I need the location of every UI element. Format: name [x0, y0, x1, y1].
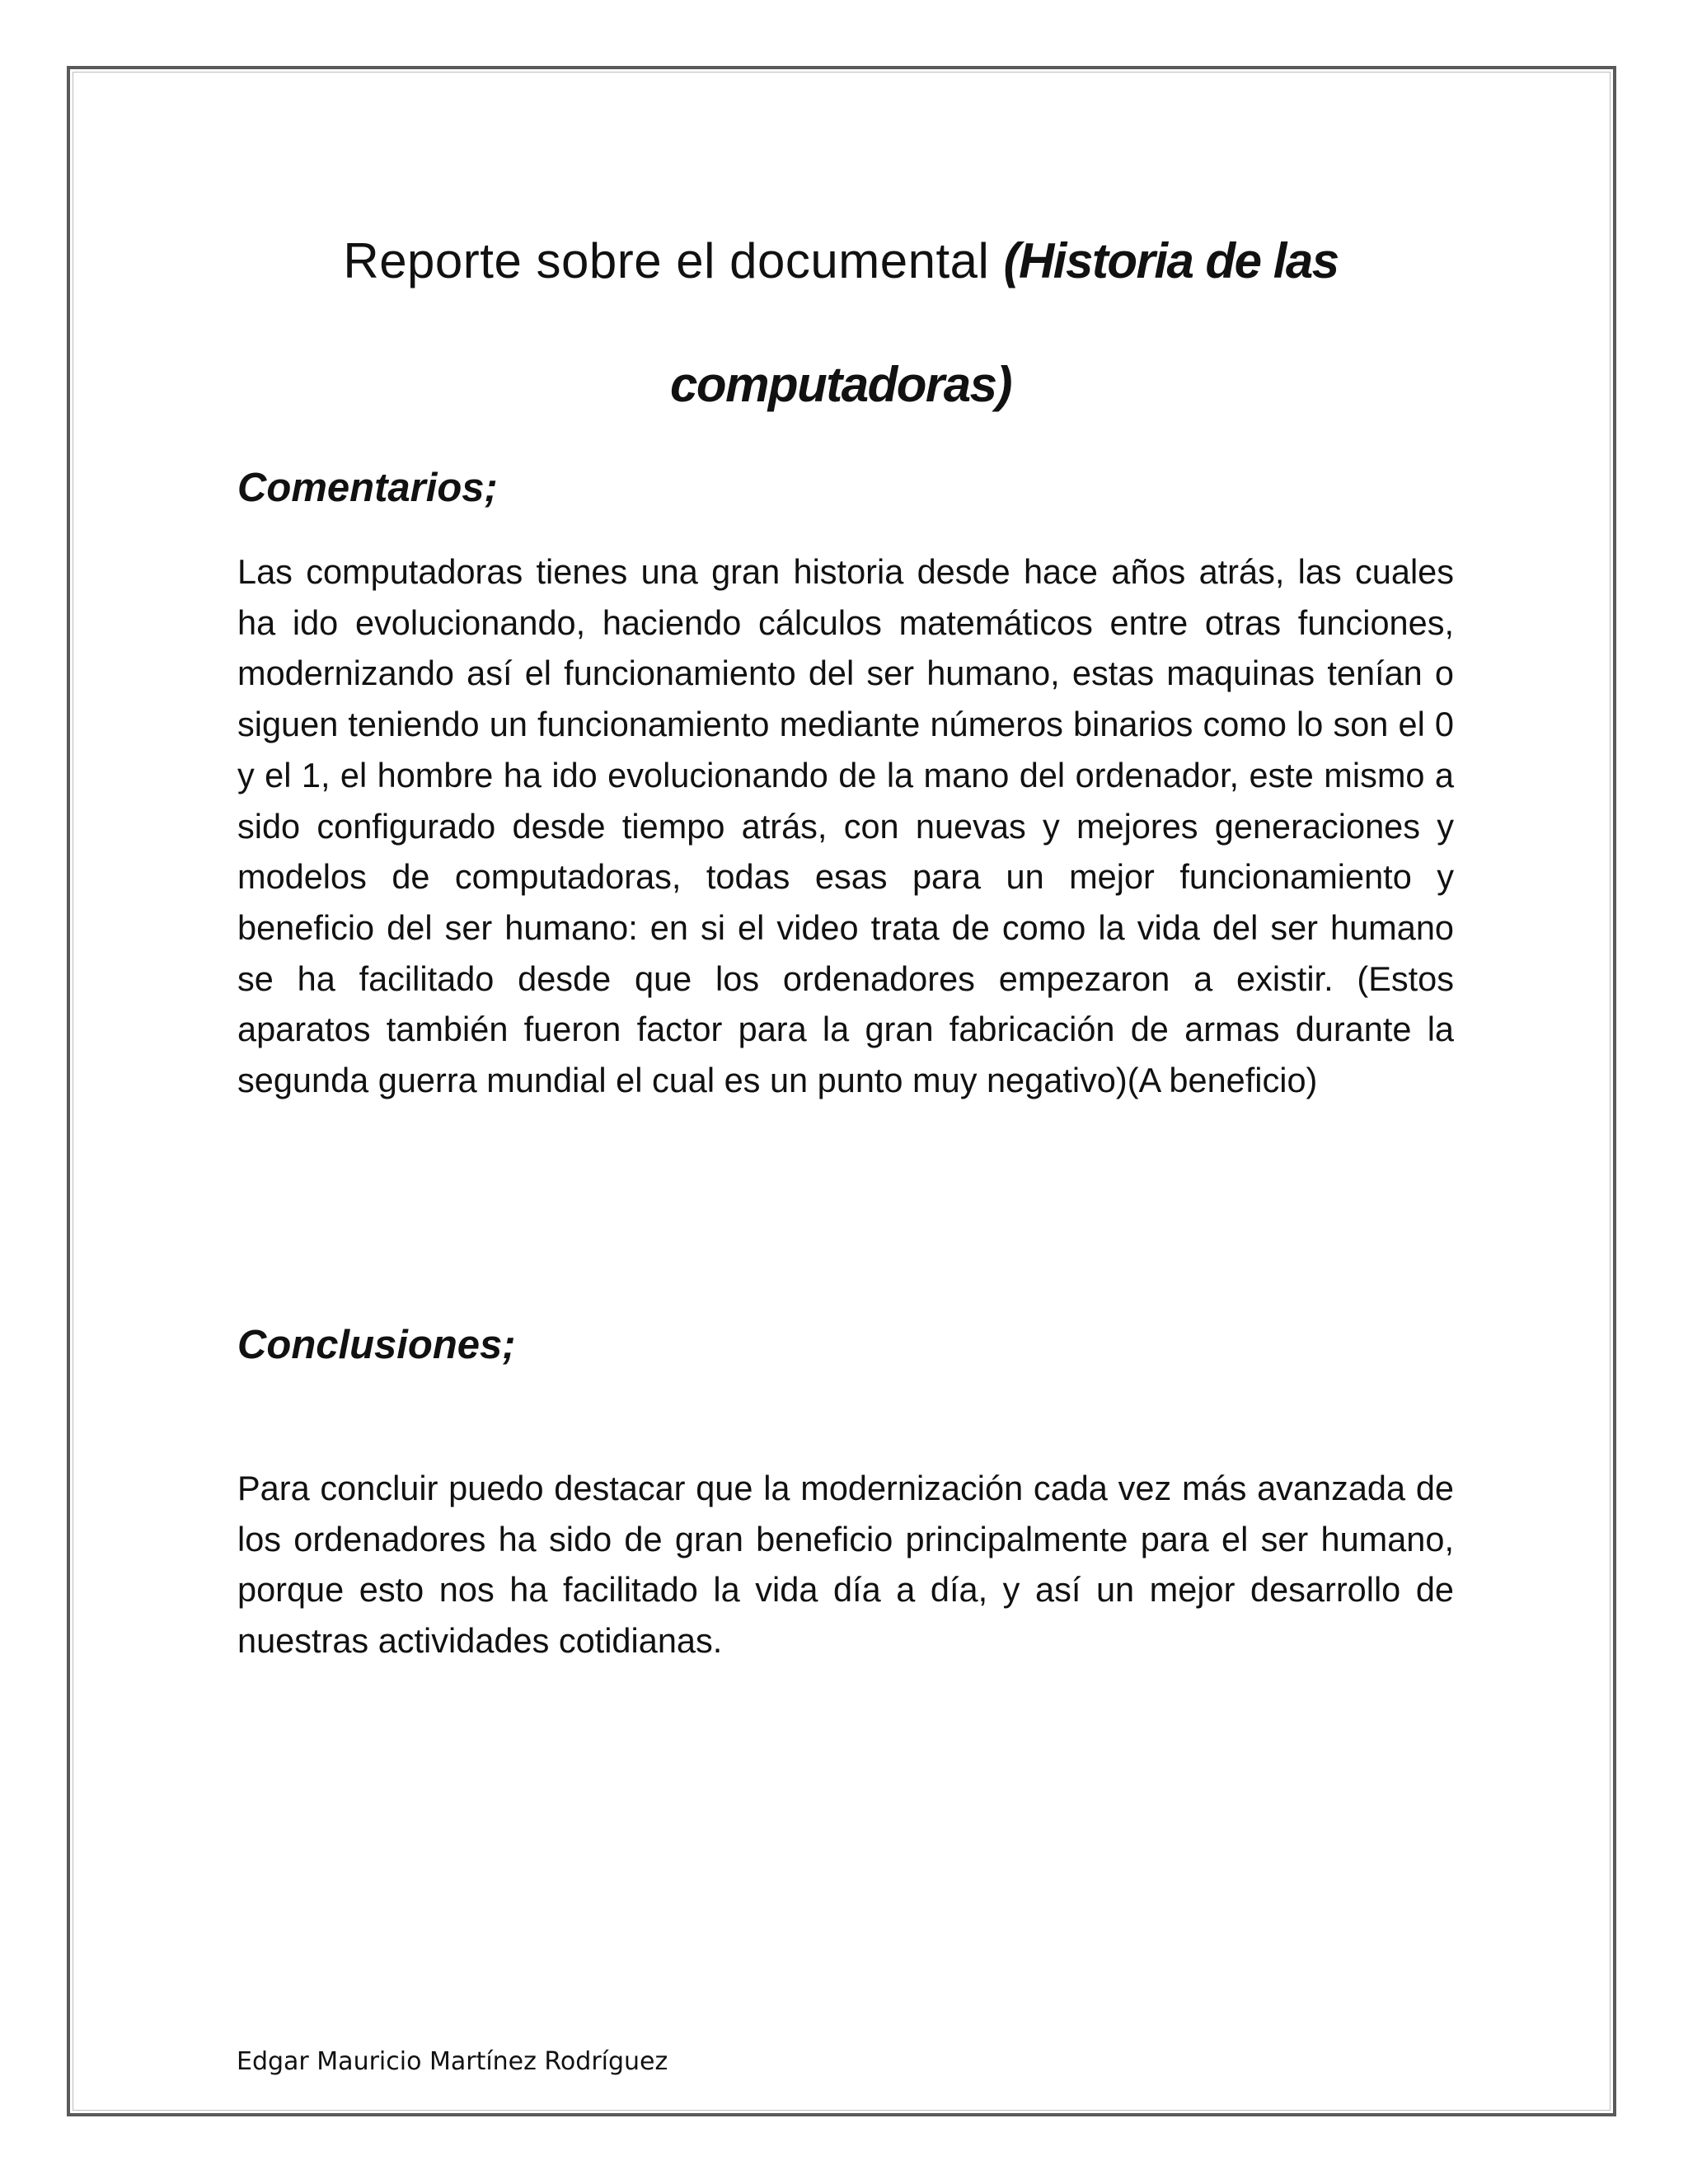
footer-author: Edgar Mauricio Martínez Rodríguez: [237, 2047, 668, 2076]
document-title-italic: (Historia de las computadoras): [670, 233, 1339, 412]
document-title-plain: Reporte sobre el documental: [343, 233, 1004, 288]
section-body-comentarios: Las computadoras tienes una gran historia desde hace años atrás, las cuales ha ido evolucionando, haciendo cálculos matemáticos entre otras funciones, modernizando así el funcionamiento del ser humano, estas maquinas tenían o siguen teniendo un funcionamiento mediante números binarios como lo son el 0 y el 1, el hombre ha ido evolucionando de la mano del ordenador, este mismo a sido configurado desde tiempo atrás, con nuevas y mejores generaciones y modelos de computadoras, todas esas para un mejor funcionamiento y beneficio del ser humano: en si el video trata de como la vida del ser humano se ha facilitado desde que los ordenadores empezaron a existir. (Estos aparatos también fueron factor para la gran fabricación de armas durante la segunda guerra mundial el cual es un punto muy negativo)(A beneficio): [237, 552, 1454, 1100]
section-heading-conclusiones: Conclusiones;: [237, 1323, 516, 1367]
section-heading-comentarios: Comentarios;: [237, 466, 498, 510]
section-body-conclusiones: Para concluir puedo destacar que la modernización cada vez más avanzada de los ordenadores ha sido de gran beneficio principalmente para el ser humano, porque esto nos ha facilitado la vida día a día, y así un mejor desarrollo de nuestras actividades cotidianas.: [237, 1469, 1454, 1661]
document-title: [198, 199, 1484, 447]
